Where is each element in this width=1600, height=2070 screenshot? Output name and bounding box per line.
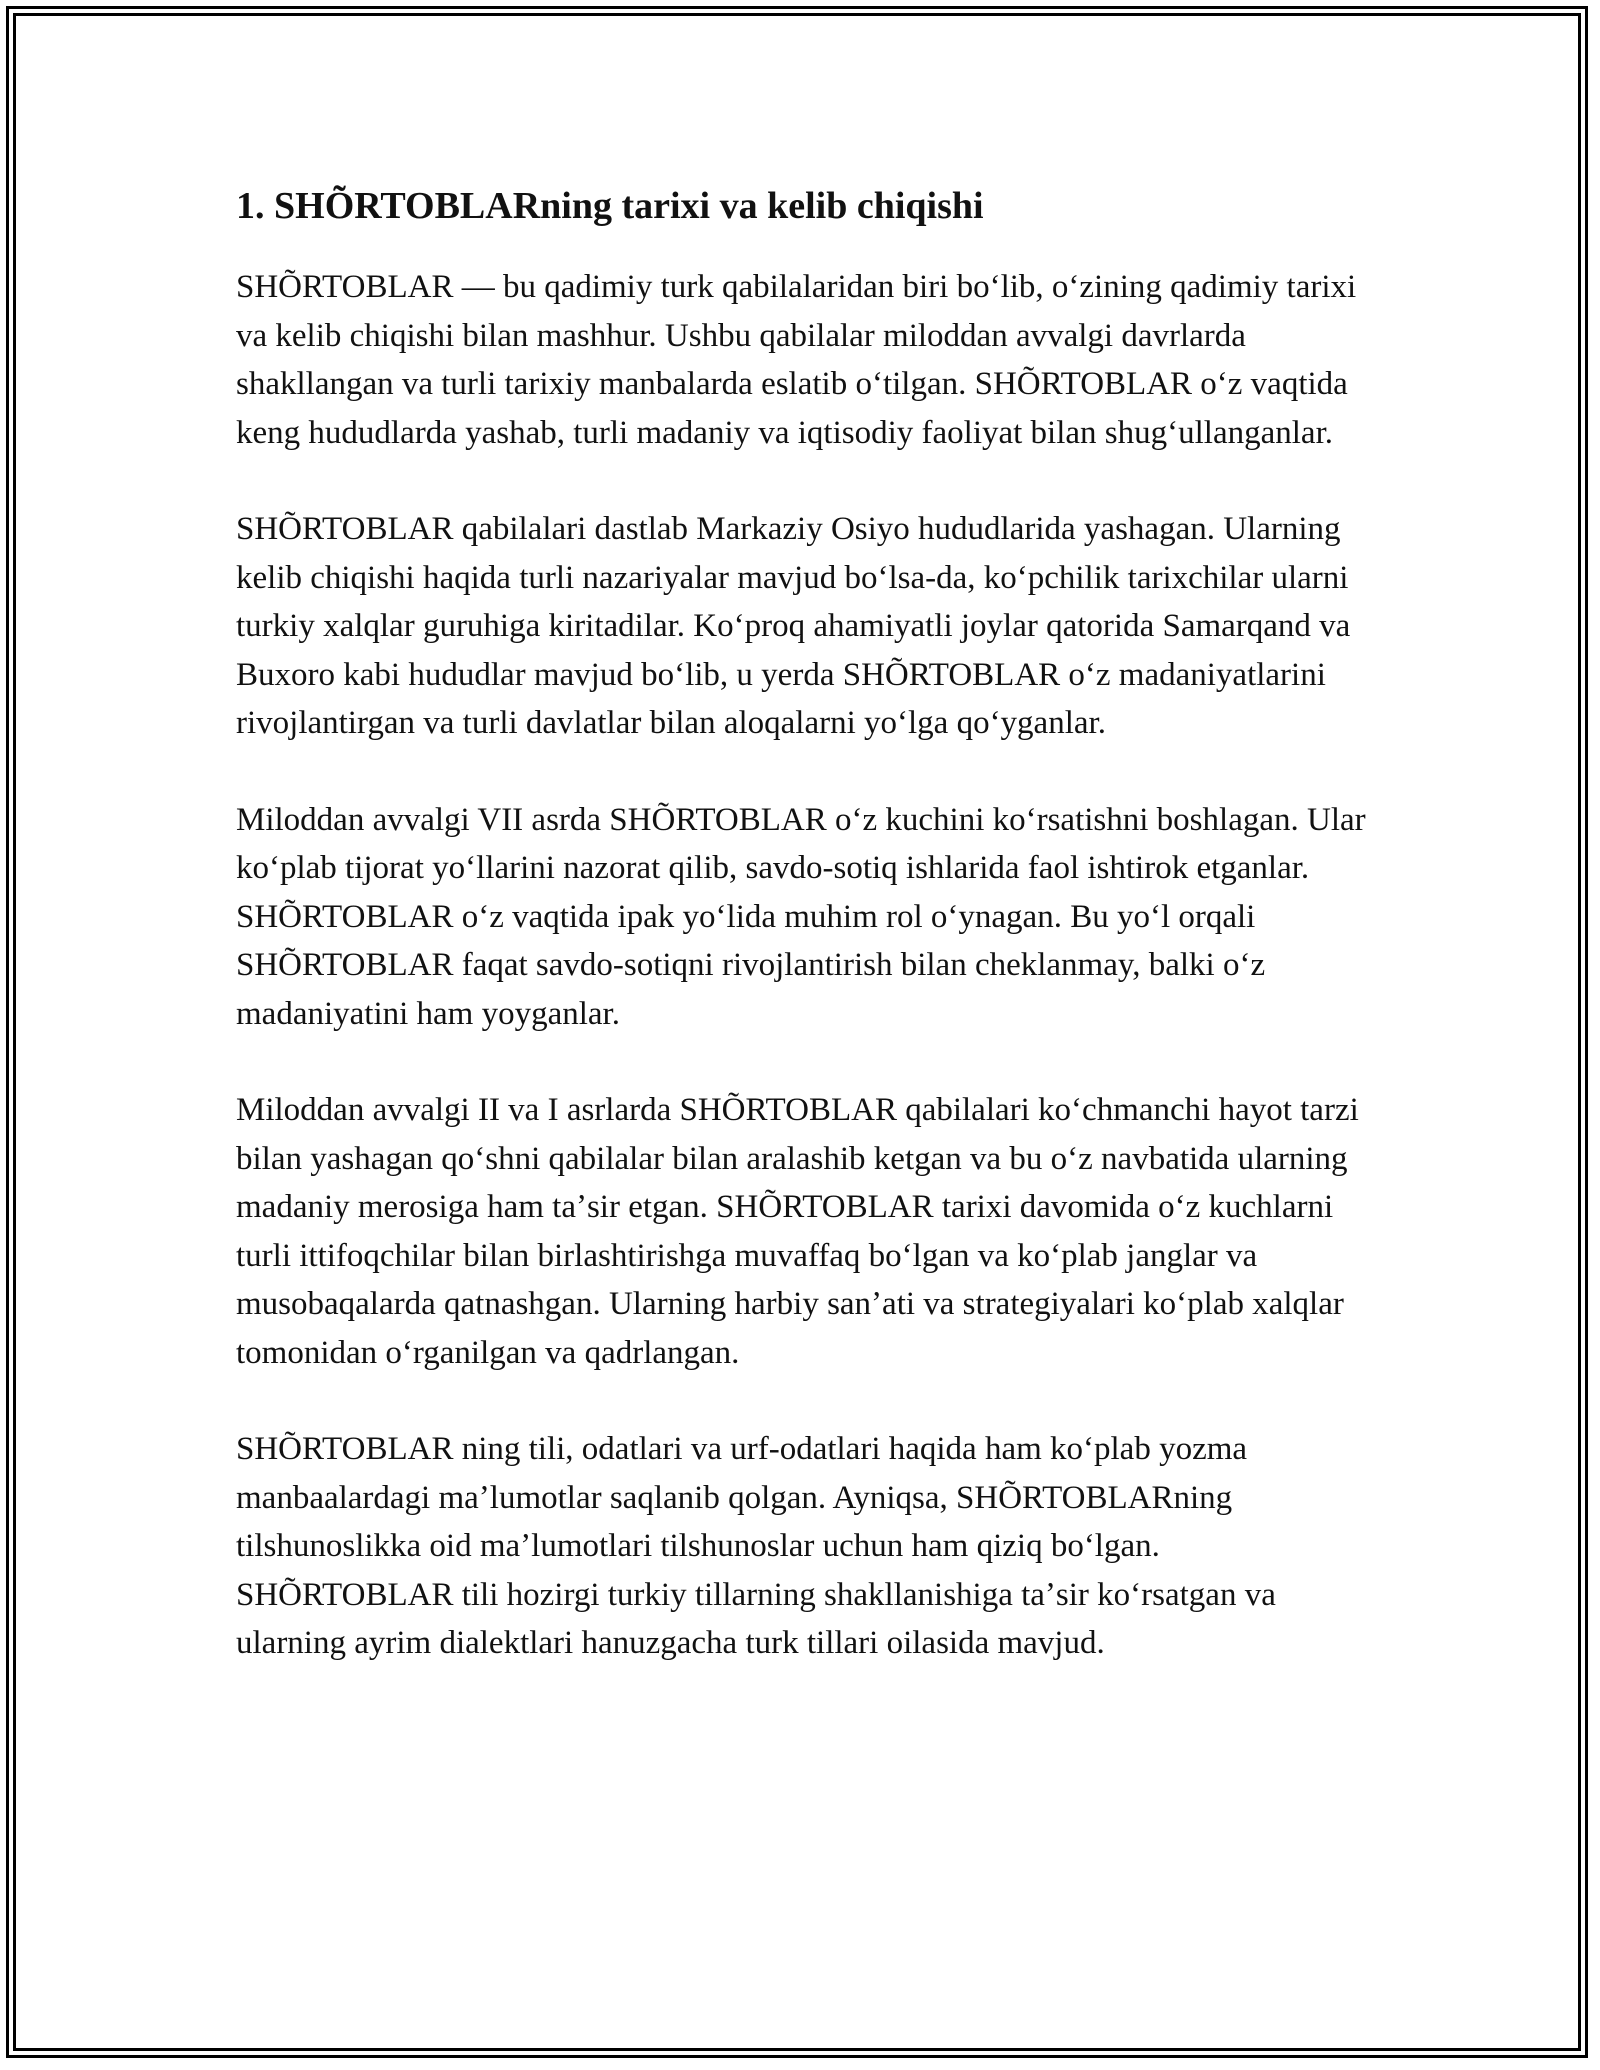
paragraph-1: SHÕRTOBLAR — bu qadimiy turk qabilalaridan biri boʻlib, oʻzining qadimiy tarixi va kelib chiqishi bilan mashhur. Ushbu qabilalar miloddan avvalgi davrlarda shakllangan va turli tarixiy manbalarda eslatib oʻtilgan. SHÕRTOBLAR oʻz vaqtida keng hududlarda yashab, turli madaniy va iqtisodiy faoliyat bilan shugʻullanganlar.	[236, 269, 1357, 451]
paragraph-3: Miloddan avvalgi VII asrda SHÕRTOBLAR oʻz kuchini koʻrsatishni boshlagan. Ular koʻplab tijorat yoʻllarini nazorat qilib, savdo-sotiq ishlarida faol ishtirok etganlar. SHÕRTOBLAR oʻz vaqtida ipak yoʻlida muhim rol oʻynagan. Bu yoʻl orqali SHÕRTOBLAR faqat savdo-sotiqni rivojlantirish bilan cheklanmay, balki oʻz madaniyatini ham yoyganlar.	[236, 801, 1366, 1032]
paragraph-5: SHÕRTOBLAR ning tili, odatlari va urf-odatlari haqida ham koʻplab yozma manbaalardagi maʼlumotlar saqlanib qolgan. Ayniqsa, SHÕRTOBLARning tilshunoslikka oid maʼlumotlari tilshunoslar uchun ham qiziq boʻlgan. SHÕRTOBLAR tili hozirgi turkiy tillarning shakllanishiga taʼsir koʻrsatgan va ularning ayrim dialektlari hanuzgacha turk tillari oilasida mavjud.	[236, 1431, 1276, 1662]
document-body	[236, 182, 1376, 1716]
paragraph-4: Miloddan avvalgi II va I asrlarda SHÕRTOBLAR qabilalari koʻchmanchi hayot tarzi bilan yashagan qoʻshni qabilalar bilan aralashib ketgan va bu oʻz navbatida ularning madaniy merosiga ham taʼsir etgan. SHÕRTOBLAR tarixi davomida oʻz kuchlarni turli ittifoqchilar bilan birlashtirishga muvaffaq boʻlgan va koʻplab janglar va musobaqalarda qatnashgan. Ularning harbiy sanʼati va strategiyalari koʻplab xalqlar tomonidan oʻrganilgan va qadrlangan.	[236, 1092, 1359, 1371]
paragraph-2: SHÕRTOBLAR qabilalari dastlab Markaziy Osiyo hududlarida yashagan. Ularning kelib chiqishi haqida turli nazariyalar mavjud boʻlsa-da, koʻpchilik tarixchilar ularni turkiy xalqlar guruhiga kiritadilar. Koʻproq ahamiyatli joylar qatorida Samarqand va Buxoro kabi hududlar mavjud boʻlib, u yerda SHÕRTOBLAR oʻz madaniyatlarini rivojlantirgan va turli davlatlar bilan aloqalarni yoʻlga qoʻyganlar.	[236, 511, 1351, 742]
section-heading: 1. SHÕRTOBLARning tarixi va kelib chiqishi	[236, 185, 984, 227]
